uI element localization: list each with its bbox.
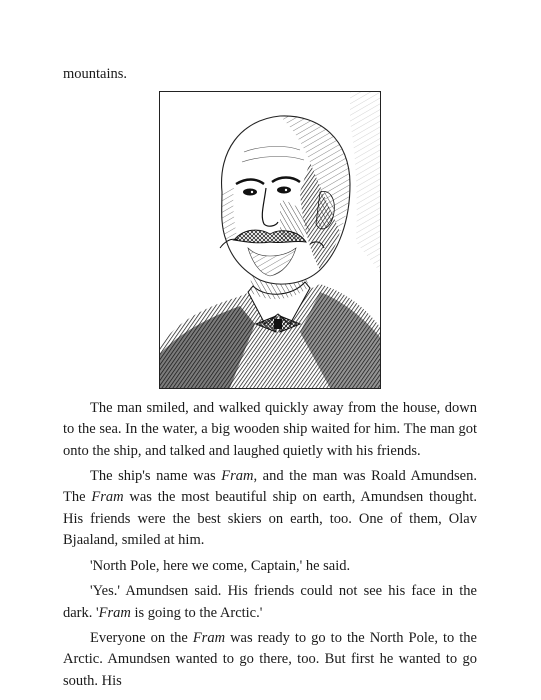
- ship-name-italic: Fram: [221, 468, 254, 485]
- portrait-illustration: [159, 91, 381, 389]
- body-text: [63, 398, 477, 692]
- text-run: 'North Pole, here we come, Captain,' he said.: [90, 557, 351, 574]
- paragraph: [63, 398, 477, 462]
- text-run: was the most beautiful ship on earth, Amundsen thought. His friends were the best skiers on earth, too. One of them, Olav Bjaaland, smiled at him.: [63, 489, 477, 549]
- paragraph: [63, 556, 477, 577]
- paragraph: [63, 628, 477, 692]
- ship-name-italic: Fram: [192, 630, 226, 647]
- ship-name-italic: Fram: [91, 489, 124, 506]
- text-run: is going to the Arctic.': [130, 604, 263, 621]
- text-run: 'Yes.' Amundsen said. His friends could not see his face in the dark. ': [63, 583, 477, 621]
- text-run: was ready to go to the North Pole, to the Arctic. Amundsen wanted to go there, too. But first he wanted to go south. His: [63, 630, 477, 689]
- lead-line: mountains.: [63, 66, 128, 82]
- portrait-engraving: [160, 92, 380, 388]
- paragraph: [63, 466, 477, 551]
- text-run: Everyone on the: [90, 630, 193, 647]
- text-run: The ship's name was: [90, 468, 222, 485]
- text-run: , and the man was Roald Amundsen. The: [63, 468, 477, 506]
- paragraph: [63, 581, 477, 624]
- text-run: The man smiled, and walked quickly away from the house, down to the sea. In the water, a big wooden ship waited for him. The man got onto the ship, and talked and laughed quietly with his friends.: [63, 400, 477, 459]
- ship-name-italic: Fram: [98, 604, 131, 621]
